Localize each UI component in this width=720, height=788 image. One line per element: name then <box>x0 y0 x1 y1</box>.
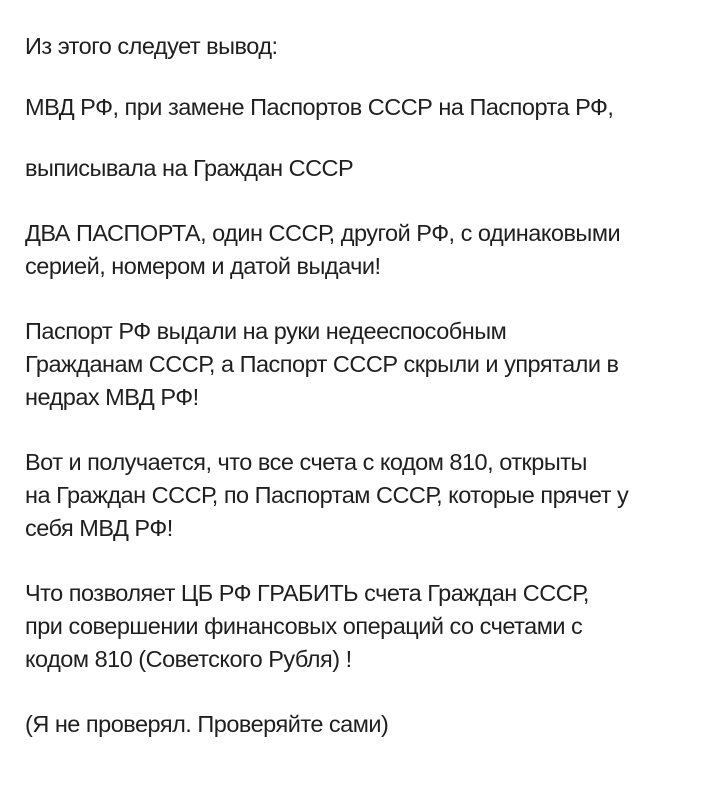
paragraph-passport-handed-out: Паспорт РФ выдали на руки недееспособным Гражданам СССР, а Паспорт СССР скрыли и упрятали в недрах МВД РФ! <box>25 318 619 410</box>
paragraph-accounts-810: Вот и получается, что все счета с кодом 810, открыты на Граждан СССР, по Паспортам СССР, которые прячет у себя МВД РФ! <box>25 449 629 541</box>
paragraph-disclaimer: (Я не проверял. Проверяйте сами) <box>25 711 389 737</box>
paragraph-conclusion-intro: Из этого следует вывод: <box>25 33 278 59</box>
paragraph-issued-to-citizens: выписывала на Граждан СССР <box>25 155 354 181</box>
paragraph-two-passports: ДВА ПАСПОРТА, один СССР, другой РФ, с одинаковыми серией, номером и датой выдачи! <box>25 220 621 279</box>
paragraph-central-bank: Что позволяет ЦБ РФ ГРАБИТЬ счета Граждан СССР, при совершении финансовых операций со счетами с кодом 810 (Советского Рубля) ! <box>25 580 589 672</box>
paragraph-passport-replacement: МВД РФ, при замене Паспортов СССР на Паспорта РФ, <box>25 94 614 120</box>
post-text <box>25 30 705 741</box>
